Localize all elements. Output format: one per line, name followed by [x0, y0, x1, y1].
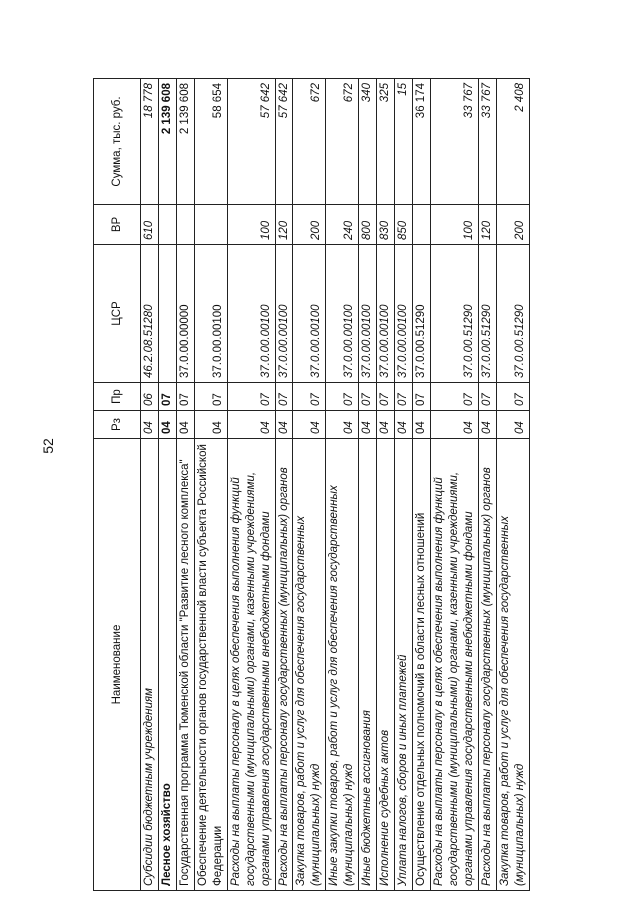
cell-sum: 2 139 608: [176, 79, 194, 205]
cell-sum: 2 408: [496, 79, 529, 205]
header-pr: Пр: [94, 383, 141, 411]
cell-pr: 07: [158, 383, 176, 411]
cell-vr: 100: [227, 205, 275, 245]
cell-vr: 200: [293, 205, 326, 245]
cell-vr: 120: [478, 205, 496, 245]
cell-vr: 610: [141, 205, 159, 245]
cell-rz: 04: [430, 411, 478, 439]
cell-csr: 37.0.00.00100: [275, 245, 293, 383]
cell-vr: 200: [496, 205, 529, 245]
cell-vr: [176, 205, 194, 245]
cell-sum: 672: [326, 79, 359, 205]
cell-pr: 07: [478, 383, 496, 411]
table-row: [430, 79, 478, 891]
cell-name: Лесное хозяйство: [158, 439, 176, 891]
cell-csr: 37.0.00.00100: [359, 245, 377, 383]
cell-sum: 2 139 608: [158, 79, 176, 205]
cell-pr: 07: [496, 383, 529, 411]
budget-table-wrapper: [93, 79, 553, 891]
table-row: [158, 79, 176, 891]
table-row: [359, 79, 377, 891]
cell-vr: 800: [359, 205, 377, 245]
cell-rz: 04: [395, 411, 413, 439]
cell-csr: 37.0.00.00100: [326, 245, 359, 383]
cell-name: Закупка товаров, работ и услуг для обеспечения государственных (муниципальных) нужд: [293, 439, 326, 891]
cell-vr: [194, 205, 227, 245]
cell-sum: 57 642: [275, 79, 293, 205]
cell-rz: 04: [194, 411, 227, 439]
cell-csr: 37.0.00.00100: [395, 245, 413, 383]
table-row: [293, 79, 326, 891]
cell-pr: 07: [430, 383, 478, 411]
cell-csr: 46.2.08.51280: [141, 245, 159, 383]
cell-sum: 325: [377, 79, 395, 205]
cell-rz: 04: [293, 411, 326, 439]
cell-sum: 58 654: [194, 79, 227, 205]
cell-sum: 36 174: [413, 79, 431, 205]
cell-csr: 37.0.00.00100: [194, 245, 227, 383]
table-row: [377, 79, 395, 891]
cell-sum: 57 642: [227, 79, 275, 205]
table-row: [275, 79, 293, 891]
table-row: [496, 79, 529, 891]
cell-name: Расходы на выплаты персоналу в целях обеспечения выполнения функций государственными (муниципальными) органами, казенными учреждениями, органами управления государственными внебюджетными фондами: [430, 439, 478, 891]
cell-rz: 04: [377, 411, 395, 439]
cell-pr: 07: [275, 383, 293, 411]
cell-vr: 240: [326, 205, 359, 245]
cell-sum: 33 767: [430, 79, 478, 205]
cell-name: Расходы на выплаты персоналу государственных (муниципальных) органов: [275, 439, 293, 891]
cell-csr: 37.0.00.51290: [430, 245, 478, 383]
cell-sum: 18 778: [141, 79, 159, 205]
table-row: [478, 79, 496, 891]
cell-vr: 830: [377, 205, 395, 245]
cell-pr: 07: [227, 383, 275, 411]
header-rz: Рз: [94, 411, 141, 439]
cell-rz: 04: [359, 411, 377, 439]
cell-pr: 07: [176, 383, 194, 411]
cell-rz: 04: [326, 411, 359, 439]
cell-pr: 07: [395, 383, 413, 411]
cell-name: Субсидии бюджетным учреждениям: [141, 439, 159, 891]
cell-sum: 340: [359, 79, 377, 205]
cell-csr: 37.0.00.51290: [478, 245, 496, 383]
cell-csr: 37.0.00.00100: [227, 245, 275, 383]
cell-pr: 07: [293, 383, 326, 411]
cell-sum: 33 767: [478, 79, 496, 205]
cell-rz: 04: [141, 411, 159, 439]
cell-rz: 04: [413, 411, 431, 439]
table-header-row: [94, 79, 141, 891]
cell-pr: 07: [359, 383, 377, 411]
table-row: [413, 79, 431, 891]
cell-vr: 100: [430, 205, 478, 245]
cell-csr: 37.0.00.00000: [176, 245, 194, 383]
cell-name: Расходы на выплаты персоналу государственных (муниципальных) органов: [478, 439, 496, 891]
cell-csr: 37.0.00.00100: [377, 245, 395, 383]
header-name: Наименование: [94, 439, 141, 891]
cell-name: Государственная программа Тюменской области "Развитие лесного комплекса": [176, 439, 194, 891]
cell-vr: 850: [395, 205, 413, 245]
page-number: 52: [40, 438, 56, 454]
cell-rz: 04: [275, 411, 293, 439]
cell-name: Исполнение судебных актов: [377, 439, 395, 891]
table-row: [141, 79, 159, 891]
cell-rz: 04: [227, 411, 275, 439]
cell-name: Обеспечение деятельности органов государственной власти субъекта Российской Федерации: [194, 439, 227, 891]
cell-rz: 04: [176, 411, 194, 439]
cell-name: Расходы на выплаты персоналу в целях обеспечения выполнения функций государственными (муниципальными) органами, казенными учреждениями, органами управления государственными внебюджетными фондами: [227, 439, 275, 891]
cell-name: Осуществление отдельных полномочий в области лесных отношений: [413, 439, 431, 891]
table-row: [326, 79, 359, 891]
cell-rz: 04: [158, 411, 176, 439]
cell-csr: 37.0.00.51290: [496, 245, 529, 383]
cell-pr: 07: [194, 383, 227, 411]
header-sum: Сумма, тыс. руб.: [94, 79, 141, 205]
budget-table: [93, 78, 530, 891]
cell-name: Иные закупки товаров, работ и услуг для обеспечения государственных (муниципальных) нужд: [326, 439, 359, 891]
cell-name: Иные бюджетные ассигнования: [359, 439, 377, 891]
cell-vr: 120: [275, 205, 293, 245]
table-row: [194, 79, 227, 891]
table-row: [395, 79, 413, 891]
cell-rz: 04: [478, 411, 496, 439]
cell-name: Закупка товаров, работ и услуг для обеспечения государственных (муниципальных) нужд: [496, 439, 529, 891]
header-csr: ЦСР: [94, 245, 141, 383]
cell-pr: 07: [377, 383, 395, 411]
table-row: [176, 79, 194, 891]
cell-pr: 06: [141, 383, 159, 411]
table-row: [227, 79, 275, 891]
cell-name: Уплата налогов, сборов и иных платежей: [395, 439, 413, 891]
cell-vr: [413, 205, 431, 245]
cell-pr: 07: [326, 383, 359, 411]
cell-csr: [158, 245, 176, 383]
cell-sum: 15: [395, 79, 413, 205]
header-vr: ВР: [94, 205, 141, 245]
cell-vr: [158, 205, 176, 245]
cell-csr: 37.0.00.00100: [293, 245, 326, 383]
cell-rz: 04: [496, 411, 529, 439]
cell-sum: 672: [293, 79, 326, 205]
table-body: [141, 79, 530, 891]
cell-csr: 37.0.00.51290: [413, 245, 431, 383]
cell-pr: 07: [413, 383, 431, 411]
